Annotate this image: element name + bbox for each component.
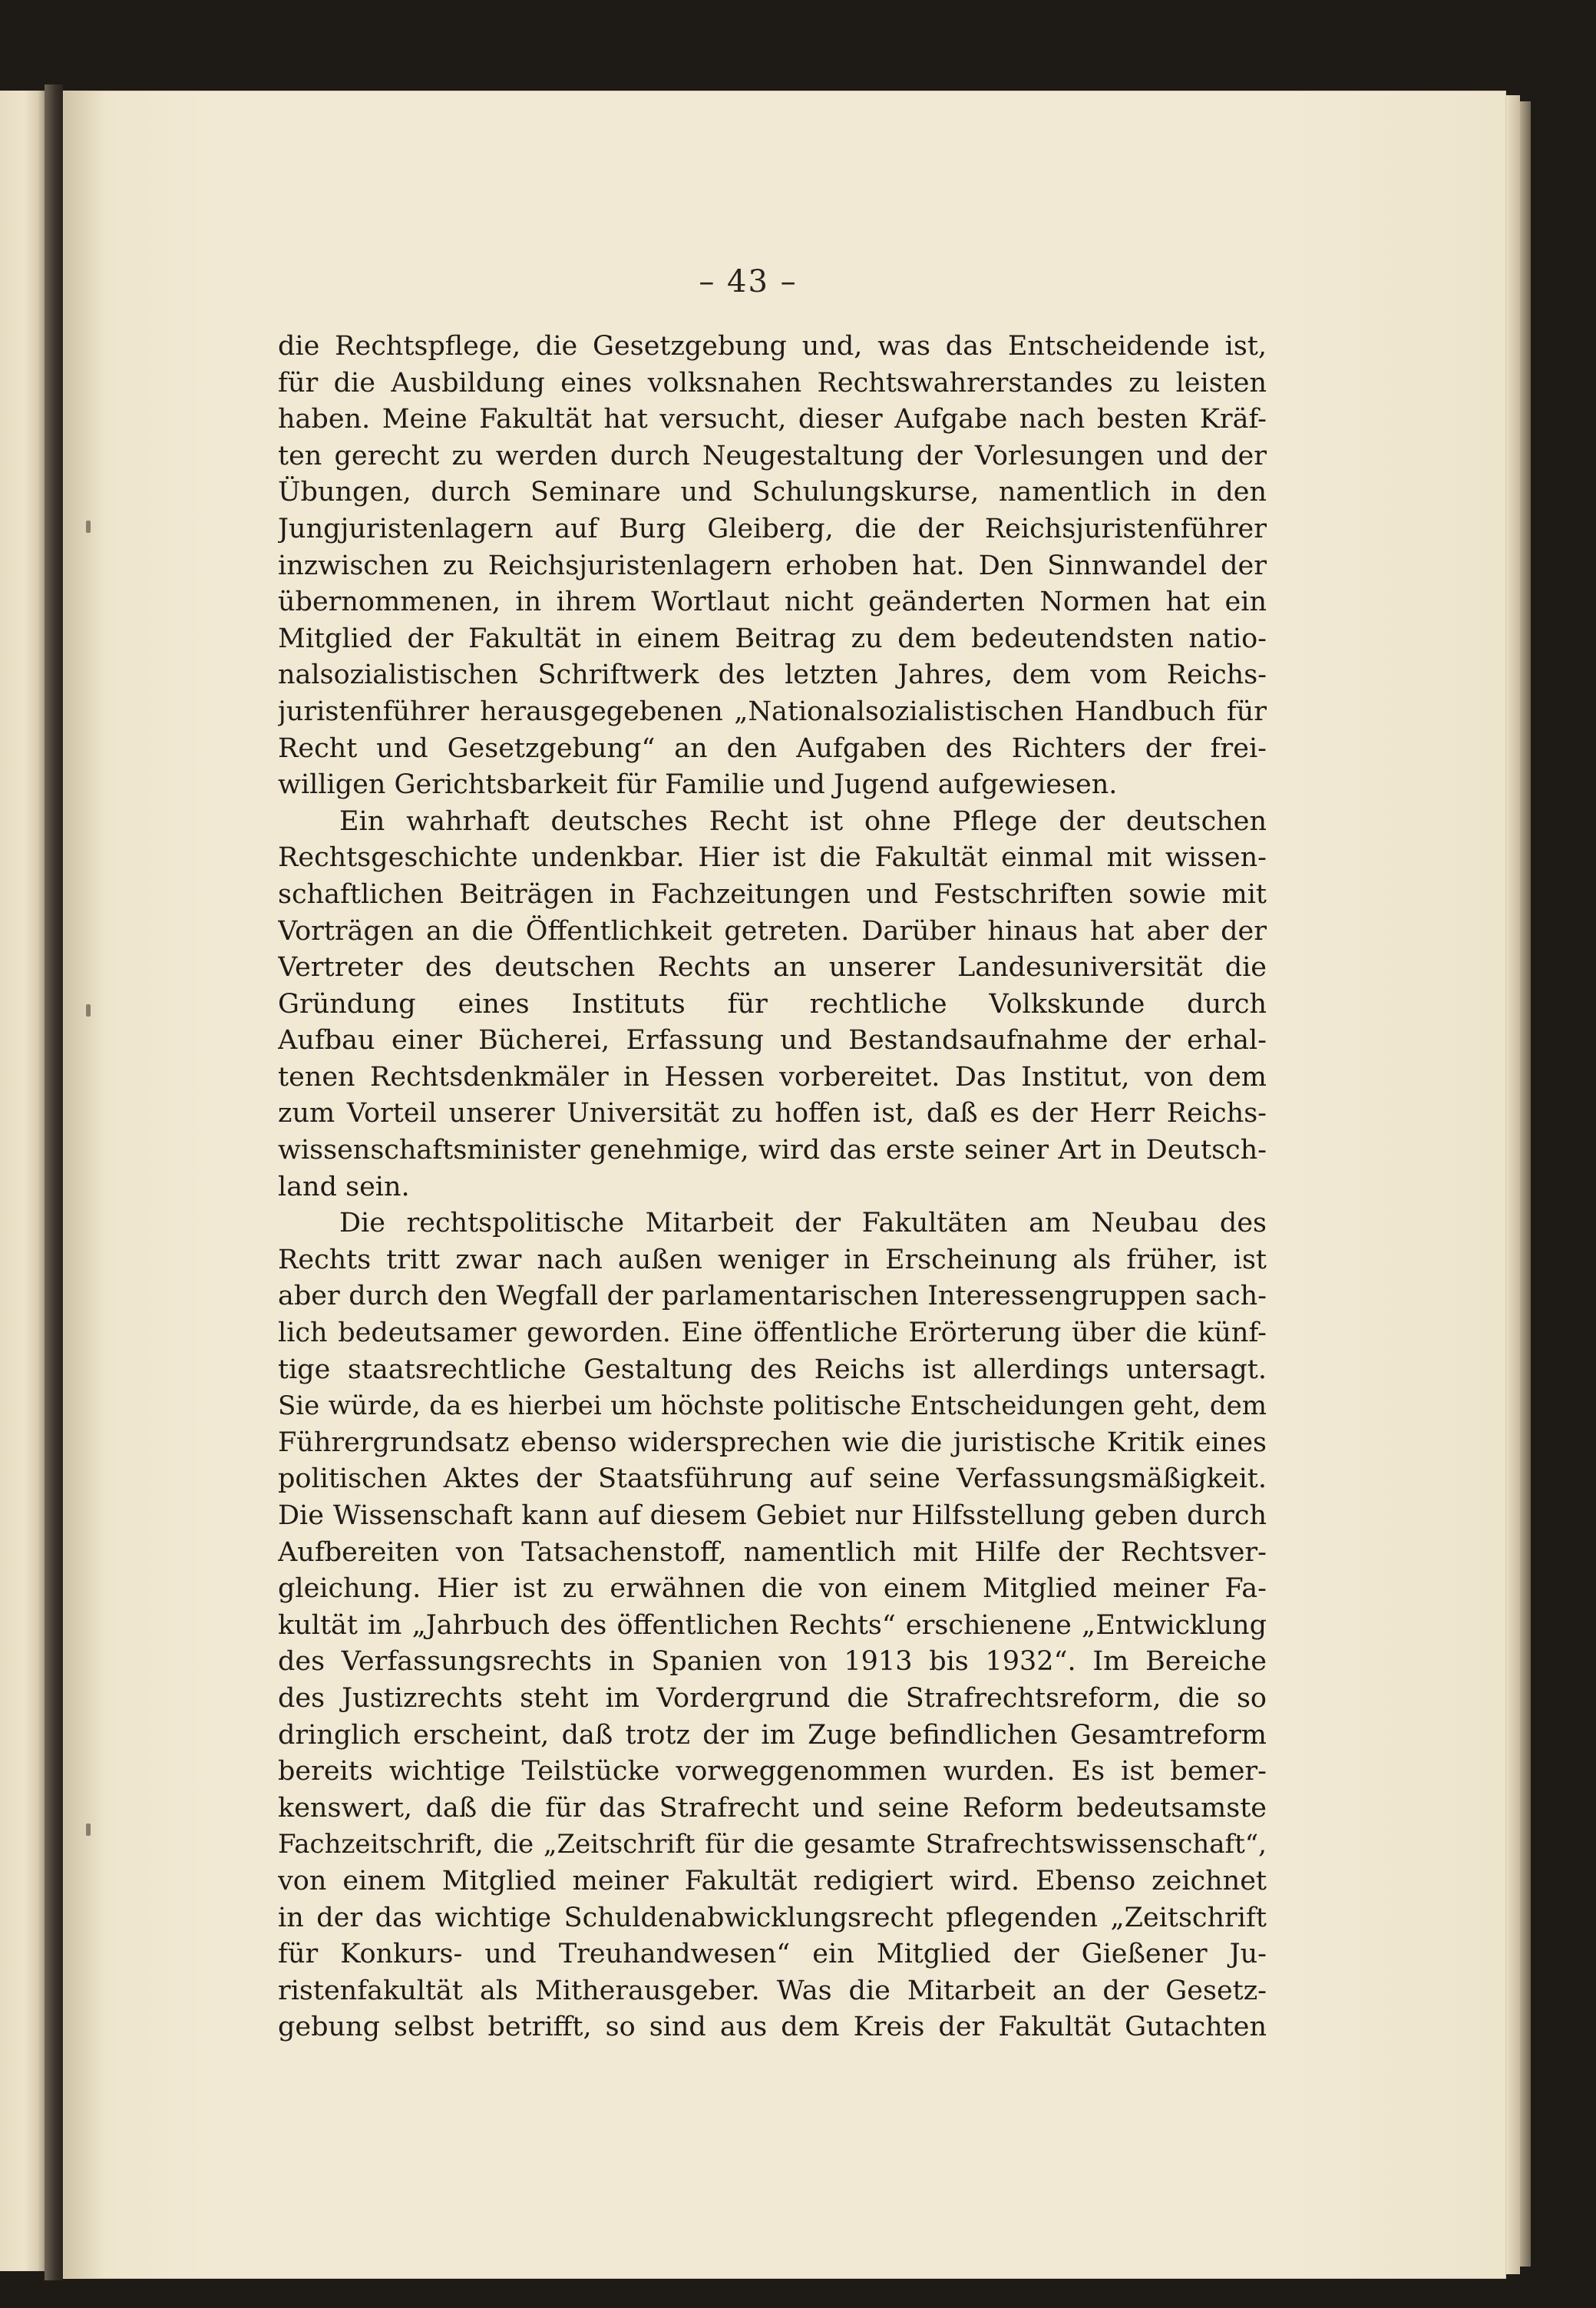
text-line: Rechtsgeschichte undenkbar. Hier ist die Fakultät einmal mit wissen- — [278, 842, 1267, 874]
text-line: lich bedeutsamer geworden. Eine öffentliche Erörterung über die künf- — [278, 1318, 1267, 1349]
text-line: schaftlichen Beiträgen in Fachzeitungen und Festschriften sowie mit — [278, 878, 1267, 910]
text-line: die Rechtspflege, die Gesetzgebung und, was das Entscheidende ist, — [278, 331, 1267, 362]
page-number — [0, 264, 1596, 299]
text-line: Vorträgen an die Öffentlichkeit getreten. Darüber hinaus hat aber der — [278, 915, 1267, 947]
text-line: kultät im „Jahrbuch des öffentlichen Rechts“ erschienene „Entwicklung — [278, 1609, 1267, 1641]
text-line: Die Wissenschaft kann auf diesem Gebiet nur Hilfsstellung geben durch — [278, 1500, 1267, 1531]
margin-mark — [86, 1004, 91, 1017]
text-line: gebung selbst betrifft, so sind aus dem Kreis der Fakultät Gutachten — [278, 2012, 1267, 2043]
text-line: für die Ausbildung eines volksnahen Rechtswahrerstandes zu leisten — [278, 367, 1267, 398]
text-line: Aufbereiten von Tatsachenstoff, namentlich mit Hilfe der Rechtsver- — [278, 1536, 1267, 1568]
page-stack-shadow — [1520, 101, 1531, 2267]
text-line: des Justizrechts steht im Vordergrund die Strafrechtsreform, die so — [278, 1682, 1267, 1714]
text-line: in der das wichtige Schuldenabwicklungsrecht pflegenden „Zeitschrift — [278, 1902, 1267, 1933]
book-gutter — [45, 84, 63, 2280]
text-line: haben. Meine Fakultät hat versucht, dieser Aufgabe nach besten Kräf- — [278, 404, 1267, 435]
text-line: politischen Aktes der Staatsführung auf seine Verfassungsmäßigkeit. — [278, 1463, 1267, 1495]
text-line: tenen Rechtsdenkmäler in Hessen vorbereitet. Das Institut, von dem — [278, 1061, 1267, 1093]
text-line: Sie würde, da es hierbei um höchste politische Entscheidungen geht, dem — [278, 1390, 1267, 1422]
text-line: ristenfakultät als Mitherausgeber. Was die Mitarbeit an der Gesetz- — [278, 1975, 1267, 2006]
text-line: aber durch den Wegfall der parlamentarischen Interessengruppen sach- — [278, 1281, 1267, 1312]
text-line: Vertreter des deutschen Rechts an unserer Landesuniversität die — [278, 952, 1267, 984]
text-line: Fachzeitschrift, die „Zeitschrift für die gesamte Strafrechtswissenschaft“, — [278, 1829, 1267, 1860]
text-line: Jungjuristenlagern auf Burg Gleiberg, die der Reichsjuristenführer — [278, 513, 1267, 544]
text-line: land sein. — [278, 1171, 410, 1202]
text-line: Die rechtspolitische Mitarbeit der Fakultäten am Neubau des — [339, 1208, 1267, 1239]
text-line: wissenschaftsminister genehmige, wird das erste seiner Art in Deutsch- — [278, 1135, 1267, 1166]
text-line: des Verfassungsrechts in Spanien von 1913 bis 1932“. Im Bereiche — [278, 1646, 1267, 1678]
text-line: tige staatsrechtliche Gestaltung des Reichs ist allerdings untersagt. — [278, 1354, 1267, 1385]
body-text — [278, 329, 1267, 2046]
margin-mark — [86, 1824, 91, 1836]
text-line: inzwischen zu Reichsjuristenlagern erhoben hat. Den Sinnwandel der — [278, 550, 1267, 581]
margin-mark — [86, 521, 91, 533]
text-line: nalsozialistischen Schriftwerk des letzten Jahres, dem vom Reichs- — [278, 660, 1267, 691]
text-line: für Konkurs- und Treuhandwesen“ ein Mitglied der Gießener Ju- — [278, 1939, 1267, 1970]
text-line: Gründung eines Instituts für rechtliche Volkskunde durch — [278, 988, 1267, 1020]
text-line: übernommenen, in ihrem Wortlaut nicht geänderten Normen hat ein — [278, 587, 1267, 618]
text-line: Übungen, durch Seminare und Schulungskurse, namentlich in den — [278, 477, 1267, 508]
text-line: juristenführer herausgegebenen „Nationalsozialistischen Handbuch für — [278, 696, 1267, 727]
text-line: willigen Gerichtsbarkeit für Familie und Jugend aufgewiesen. — [278, 769, 1118, 801]
previous-page-edge — [0, 91, 45, 2271]
text-line: Mitglied der Fakultät in einem Beitrag zu dem bedeutendsten natio- — [278, 623, 1267, 654]
text-line: Ein wahrhaft deutsches Recht ist ohne Pflege der deutschen — [339, 805, 1267, 837]
text-line: dringlich erscheint, daß trotz der im Zuge befindlichen Gesamtreform — [278, 1719, 1267, 1751]
text-line: ten gerecht zu werden durch Neugestaltung der Vorlesungen und der — [278, 440, 1267, 471]
page-stack-edge — [1506, 95, 1520, 2274]
text-line: von einem Mitglied meiner Fakultät redigiert wird. Ebenso zeichnet — [278, 1865, 1267, 1896]
text-line: zum Vorteil unserer Universität zu hoffen ist, daß es der Herr Reichs- — [278, 1098, 1267, 1129]
text-line: gleichung. Hier ist zu erwähnen die von einem Mitglied meiner Fa- — [278, 1573, 1267, 1605]
text-line: Rechts tritt zwar nach außen weniger in Erscheinung als früher, ist — [278, 1244, 1267, 1275]
text-line: Aufbau einer Bücherei, Erfassung und Bestandsaufnahme der erhal- — [278, 1025, 1267, 1056]
text-line: kenswert, daß die für das Strafrecht und seine Reform bedeutsamste — [278, 1792, 1267, 1824]
text-line: bereits wichtige Teilstücke vorweggenommen wurden. Es ist bemer- — [278, 1756, 1267, 1787]
text-line: Recht und Gesetzgebung“ an den Aufgaben des Richters der frei- — [278, 732, 1267, 764]
text-line: Führergrundsatz ebenso widersprechen wie die juristische Kritik eines — [278, 1427, 1267, 1458]
page-number-text: – 43 – — [699, 264, 798, 299]
